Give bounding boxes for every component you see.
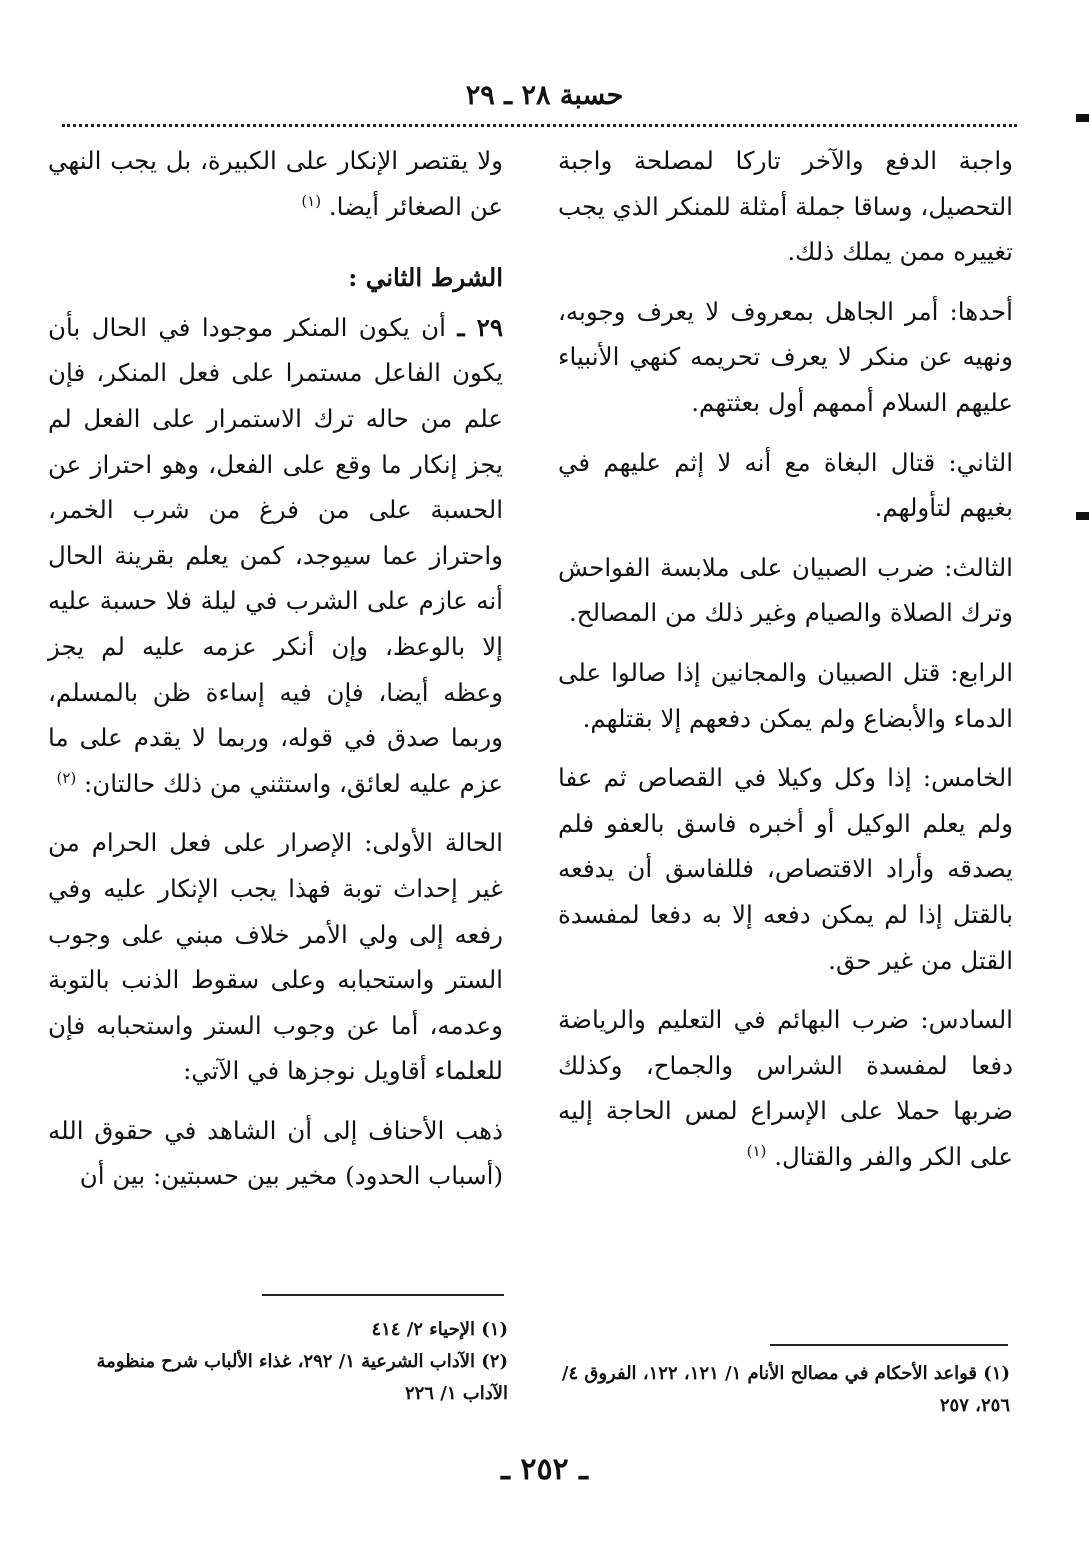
paragraph-text: السادس: ضرب البهائم في التعليم والرياضة دفعا لمفسدة الشراس والجماح، وكذلك ضربها حملا على الإسراع لمس الحاجة إليه على الكر والفر والقتال.	[558, 1005, 1013, 1171]
page-number: ـ ٢٥٢ ـ	[501, 1452, 588, 1487]
footnote: (٢) الآداب الشرعية ١/ ٢٩٢، غذاء الألباب شرح منظومة الآداب ١/ ٢٢٦	[96, 1351, 508, 1404]
paragraph-text: ولا يقتصر الإنكار على الكبيرة، بل يجب النهي عن الصغائر أيضا.	[48, 146, 503, 221]
section-paragraph	[48, 305, 503, 807]
intro-paragraph	[48, 138, 503, 229]
header-dotted-rule	[62, 124, 1017, 127]
footnote-rule-right	[770, 1344, 1008, 1346]
left-column	[48, 138, 503, 1213]
footnote: (١) الإحياء ٢/ ٤١٤	[371, 1319, 508, 1340]
condition-heading: الشرط الثاني :	[348, 263, 503, 293]
paragraph: ذهب الأحناف إلى أن الشاهد في حقوق الله (أسباب الحدود) مخير بين حسبتين: بين أن	[48, 1115, 503, 1191]
running-header: حسبة ٢٨ ـ ٢٩	[465, 80, 624, 111]
footnote: (١) قواعد الأحكام في مصالح الأنام ١/ ١٢١، ١٢٢، الفروق ٤/ ٢٥٦، ٢٥٧	[561, 1363, 1010, 1416]
right-column	[558, 138, 1013, 1193]
footnote-ref: (١)	[746, 1141, 767, 1160]
paragraph-text: أن يكون المنكر موجودا في الحال بأن يكون الفاعل مستمرا على فعل المنكر، فإن علم من حاله ترك الاستمرار على الفعل لم يجز إنكار ما وقع على الفعل، وهو احتراز عن الحسبة على من فرغ من شرب الخمر، واحتراز عما سيوجد، كمن يعلم بقرينة الحال أنه عازم على الشرب في ليلة فلا حسبة عليه إلا بالوعظ، وإن أنكر عزمه عليه لم يجز وعظه أيضا، فإن فيه إساءة ظن بالمسلم، وربما صدق في قوله، وربما لا يقدم على ما عزم عليه لعائق، واستثني من ذلك حالتان:	[48, 312, 503, 798]
paragraph: الخامس: إذا وكل وكيلا في القصاص ثم عفا ولم يعلم الوكيل أو أخبره فاسق بالعفو فلم يصدقه وأراد الاقتصاص، فللفاسق أن يدفعه بالقتل إذا لم يمكن دفعه إلا به دفعا لمفسدة القتل من غير حق.	[558, 763, 1013, 975]
paragraph	[558, 997, 1013, 1179]
footnotes-left	[48, 1314, 508, 1410]
section-number: ٢٩ ـ	[457, 312, 503, 342]
paragraph: واجبة الدفع والآخر تاركا لمصلحة واجبة التحصيل، وساقا جملة أمثلة للمنكر الذي يجب تغييره ممن يملك ذلك.	[558, 146, 1013, 267]
paragraph: الثالث: ضرب الصبيان على ملابسة الفواحش وترك الصلاة والصيام وغير ذلك من المصالح.	[558, 552, 1013, 628]
paragraph: الرابع: قتل الصبيان والمجانين إذا صالوا على الدماء والأبضاع ولم يمكن دفعهم إلا بقتلهم.	[558, 657, 1013, 733]
footnotes-right	[550, 1358, 1010, 1422]
paragraph: أحدها: أمر الجاهل بمعروف لا يعرف وجوبه، ونهيه عن منكر لا يعرف تحريمه كنهي الأنبياء عليهم السلام أممهم أول بعثتهم.	[558, 296, 1013, 417]
scan-edge-mark	[1076, 114, 1089, 122]
scan-edge-mark	[1076, 512, 1089, 520]
footnote-rule-left	[262, 1294, 504, 1296]
paragraph: الحالة الأولى: الإصرار على فعل الحرام من غير إحداث توبة فهذا يجب الإنكار عليه وفي رفعه إلى ولي الأمر خلاف مبني على وجوب الستر واستحبابه وعلى سقوط الذنب بالتوبة وعدمه، أما عن وجوب الستر واستحبابه فإن للعلماء أقاويل نوجزها في الآتي:	[48, 828, 503, 1086]
paragraph: الثاني: قتال البغاة مع أنه لا إثم عليهم في بغيهم لتأولهم.	[558, 447, 1013, 523]
footnote-ref: (٢)	[56, 768, 77, 787]
footnote-ref: (١)	[301, 191, 322, 210]
